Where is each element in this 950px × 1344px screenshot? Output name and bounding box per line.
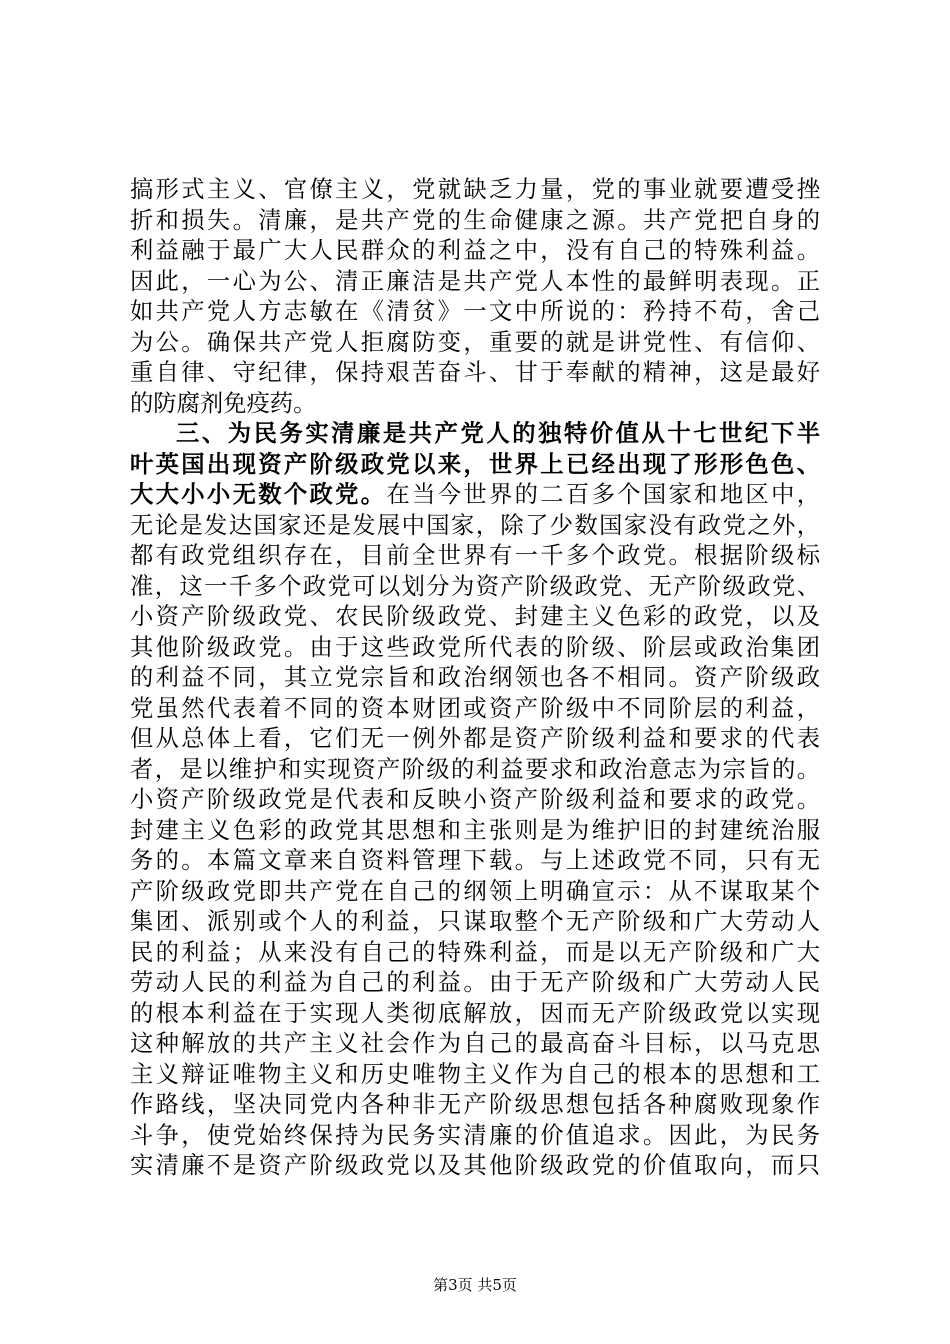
paragraph-line: 劳动人民的利益为自己的利益。由于无产阶级和广大劳动人民 xyxy=(130,969,820,996)
paragraph-line: 重自律、守纪律，保持艰苦奋斗、甘于奉献的精神，这是最好 xyxy=(130,359,820,386)
paragraph-line: 如共产党人方志敏在《清贫》一文中所说的：矜持不苟，舍己 xyxy=(130,298,820,325)
paragraph-line: 实清廉不是资产阶级政党以及其他阶级政党的价值取向，而只 xyxy=(130,1152,820,1179)
paragraph-line-rest: 在当今世界的二百多个国家和地区中， xyxy=(386,481,820,508)
paragraph-line: 的利益不同，其立党宗旨和政治纲领也各不相同。资产阶级政 xyxy=(130,664,820,691)
paragraph-line: 搞形式主义、官僚主义，党就缺乏力量，党的事业就要遭受挫 xyxy=(130,176,820,203)
paragraph-line: 但从总体上看，它们无一例外都是资产阶级利益和要求的代表 xyxy=(130,725,820,752)
paragraph-line: 务的。本篇文章来自资料管理下载。与上述政党不同，只有无 xyxy=(130,847,820,874)
paragraph-line: 作路线，坚决同党内各种非无产阶级思想包括各种腐败现象作 xyxy=(130,1091,820,1118)
paragraph-line: 折和损失。清廉，是共产党的生命健康之源。共产党把自身的 xyxy=(130,206,820,234)
paragraph-line: 的防腐剂免疫药。 xyxy=(130,389,317,417)
section-heading-line: 叶英国出现资产阶级政党以来，世界上已经出现了形形色色、 xyxy=(130,450,820,478)
paragraph-line: 集团、派别或个人的利益，只谋取整个无产阶级和广大劳动人 xyxy=(130,908,820,935)
paragraph-line: 这种解放的共产主义社会作为自己的最高奋斗目标，以马克思 xyxy=(130,1030,820,1057)
paragraph-line: 无论是发达国家还是发展中国家，除了少数国家没有政党之外， xyxy=(130,511,820,539)
section-heading-line-mixed xyxy=(130,480,820,511)
paragraph-line: 因此，一心为公、清正廉洁是共产党人本性的最鲜明表现。正 xyxy=(130,267,820,295)
paragraph-line: 其他阶级政党。由于这些政党所代表的阶级、阶层或政治集团 xyxy=(130,633,820,661)
body-text xyxy=(130,175,820,1182)
paragraph-line: 民的利益；从来没有自己的特殊利益，而是以无产阶级和广大 xyxy=(130,938,820,966)
paragraph-line: 的根本利益在于实现人类彻底解放，因而无产阶级政党以实现 xyxy=(130,999,820,1027)
paragraph-line: 者，是以维护和实现资产阶级的利益要求和政治意志为宗旨的。 xyxy=(130,755,820,783)
paragraph-line: 为公。确保共产党人拒腐防变，重要的就是讲党性、有信仰、 xyxy=(130,328,820,356)
paragraph-line: 封建主义色彩的政党其思想和主张则是为维护旧的封建统治服 xyxy=(130,816,820,844)
paragraph-line: 准，这一千多个政党可以划分为资产阶级政党、无产阶级政党、 xyxy=(130,572,820,600)
paragraph-line: 斗争，使党始终保持为民务实清廉的价值追求。因此，为民务 xyxy=(130,1121,820,1149)
paragraph-line: 都有政党组织存在，目前全世界有一千多个政党。根据阶级标 xyxy=(130,542,820,569)
paragraph-line: 党虽然代表着不同的资本财团或资产阶级中不同阶层的利益， xyxy=(130,694,820,722)
page-number-label: 第3页 共5页 xyxy=(433,1276,517,1294)
paragraph-line: 小资产阶级政党是代表和反映小资产阶级利益和要求的政党。 xyxy=(130,786,820,813)
page-footer xyxy=(0,1274,950,1295)
section-heading-tail: 大大小小无数个政党。 xyxy=(130,481,387,508)
section-heading-line: 三、为民务实清廉是共产党人的独特价值从十七世纪下半 xyxy=(176,420,820,447)
paragraph-line: 利益融于最广大人民群众的利益之中，没有自己的特殊利益。 xyxy=(130,237,820,264)
paragraph-line: 主义辩证唯物主义和历史唯物主义作为自己的根本的思想和工 xyxy=(130,1060,820,1088)
paragraph-line: 小资产阶级政党、农民阶级政党、封建主义色彩的政党，以及 xyxy=(130,603,820,630)
paragraph-line: 产阶级政党即共产党在自己的纲领上明确宣示：从不谋取某个 xyxy=(130,877,820,905)
